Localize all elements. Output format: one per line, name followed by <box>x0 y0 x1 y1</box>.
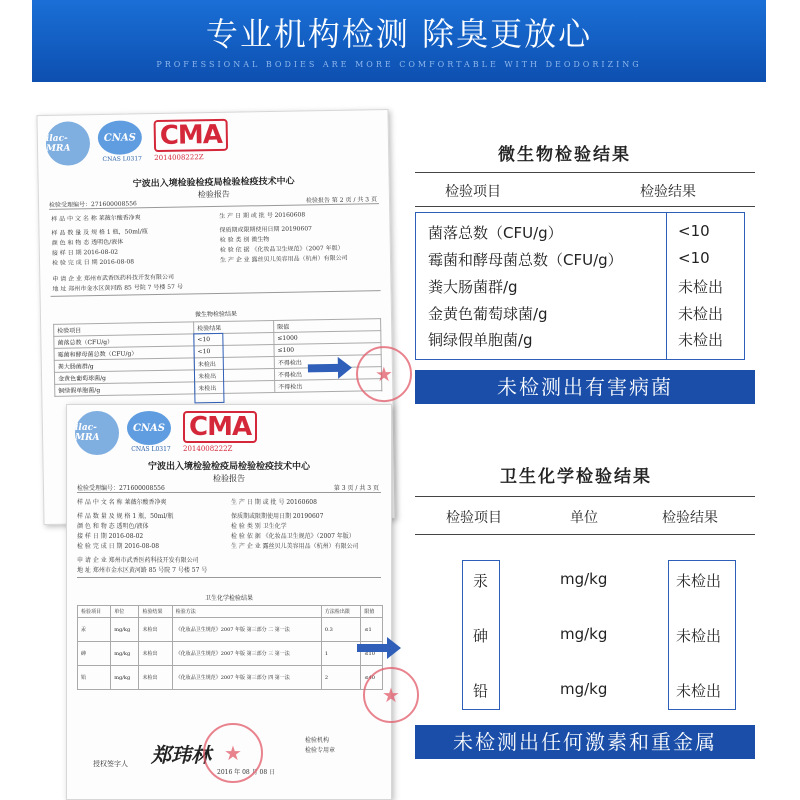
chem-unit: mg/kg <box>560 570 608 588</box>
field-state: 颜 色 和 物 态 透明色/液体 <box>77 523 149 530</box>
field-state: 颜 色 和 物 态 透明色/液体 <box>51 238 124 247</box>
micro-result: <10 <box>678 249 710 267</box>
field-receive-date: 接 样 日 期 2016-08-02 <box>51 248 119 257</box>
signer-label: 授权签字人 <box>93 760 128 768</box>
chem-unit: mg/kg <box>560 680 608 698</box>
header-banner <box>32 0 766 82</box>
micro-item: 菌落总数（CFU/g） <box>428 224 563 242</box>
red-stamp: ★ <box>356 346 413 403</box>
arrow-right-icon <box>357 637 401 659</box>
report-page: 第 3 页 / 共 3 页 <box>333 485 379 492</box>
table-header-cell: 检验项目 <box>54 322 194 336</box>
cma-number: 2014008222Z <box>154 153 204 163</box>
field-done-date: 检 验 完 成 日 期 2016-08-08 <box>77 543 160 550</box>
field-done-date: 检 验 完 成 日 期 2016-08-08 <box>51 258 135 267</box>
table-header-cell: 限值 <box>274 319 381 333</box>
table-cell: 2 <box>321 666 360 690</box>
table-cell: 未检出 <box>139 642 172 666</box>
divider <box>77 577 381 578</box>
table-cell: 霉菌和酵母菌总数（CFU/g） <box>54 346 194 360</box>
cnas-globe: CNAS <box>98 120 143 155</box>
table-cell: ≤1000 <box>274 331 381 345</box>
field-shelf-life: 保质期或限期使用日期 20190607 <box>231 513 324 520</box>
report-center-name: 宁波出入境检验检疫局检验检疫技术中心 <box>132 176 295 190</box>
table-cell: 未检出 <box>195 380 275 393</box>
table-cell: 《化妆品卫生规范》2007 年版 第三部分 二 第一法 <box>172 618 321 642</box>
table-title: 卫生化学检验结果 <box>204 595 253 602</box>
table-header-cell: 检验结果 <box>194 320 274 333</box>
table-cell: mg/kg <box>111 642 139 666</box>
field-category: 检 验 类 别 卫生化学 <box>231 523 287 530</box>
cnas-code: CNAS L0317 <box>102 155 143 163</box>
table-row <box>78 666 383 690</box>
table-cell: 菌落总数（CFU/g） <box>54 334 194 348</box>
report-date: 2016 年 08 月 08 日 <box>217 769 276 776</box>
field-producer: 生 产 企 业 露丝贝儿美容用品（杭州）有限公司 <box>231 543 359 550</box>
cma-mark: CMA <box>183 411 257 443</box>
field-address: 地 址 郑州市金水区黄河路 85 号院 7 号楼 57 号 <box>52 283 183 293</box>
field-address: 地 址 郑州市金水区黄河路 85 号院 7 号楼 57 号 <box>77 567 208 574</box>
report-page: 检验报告 第 2 页 / 共 3 页 <box>305 196 378 205</box>
table-cell: 未检出 <box>139 666 172 690</box>
ilac-mra-logo: ilac-MRA <box>75 411 119 455</box>
chem-item: 铅 <box>473 682 489 700</box>
table-cell: 0.3 <box>321 618 360 642</box>
micro-item: 铜绿假单胞菌/g <box>428 331 533 349</box>
field-batch: 生 产 日 期 或 批 号 20160608 <box>231 499 317 506</box>
chem-result-table <box>77 605 383 690</box>
field-shelf-life: 保质期或限期使用日期 20190607 <box>219 225 312 234</box>
cnas-globe: CNAS <box>127 411 171 445</box>
table-cell: 粪大肠菌群/g <box>54 358 194 372</box>
field-receive-date: 接 样 日 期 2016-08-02 <box>77 533 144 540</box>
banner-subtitle: PROFESSIONAL BODIES ARE MORE COMFORTABLE WITH DEODORIZING <box>156 60 642 69</box>
micro-panel-title: 微生物检验结果 <box>498 145 631 165</box>
table-cell: mg/kg <box>111 618 139 642</box>
table-cell: 未检出 <box>194 368 274 381</box>
field-category: 检 验 类 别 微生物 <box>219 236 270 244</box>
table-cell: 不得检出 <box>274 367 381 381</box>
table-cell: 未检出 <box>139 618 172 642</box>
field-quantity: 样 品 数 量 及 规 格 1 瓶，50ml/瓶 <box>51 228 148 237</box>
table-header-cell: 检验项目 <box>78 606 111 618</box>
report-document-chemistry <box>66 404 400 800</box>
table-cell: <10 <box>194 344 274 357</box>
table-cell: 铅 <box>78 666 111 690</box>
micro-result: <10 <box>678 222 710 240</box>
table-cell: ≤1 <box>361 618 383 642</box>
table-header-cell: 检验结果 <box>139 606 172 618</box>
certification-logos <box>46 119 225 168</box>
table-cell: ≤100 <box>274 343 381 357</box>
certification-logos <box>75 411 253 457</box>
table-cell: 未检出 <box>194 356 274 369</box>
banner-title: 专业机构检测 除臭更放心 <box>205 15 593 53</box>
cma-logo <box>183 411 253 455</box>
chem-result: 未检出 <box>676 682 722 700</box>
table-header-cell: 检验方法 <box>172 606 321 618</box>
table-header-cell: 限值 <box>361 606 383 618</box>
micro-item: 霉菌和酵母菌总数（CFU/g） <box>428 251 623 269</box>
table-row <box>78 642 383 666</box>
stamp-label: 检验机构 <box>305 737 330 744</box>
field-quantity: 样 品 数 量 及 规 格 1 瓶，50ml/瓶 <box>77 513 174 520</box>
micro-item: 金黄色葡萄球菌/g <box>428 305 548 323</box>
chem-result: 未检出 <box>676 572 722 590</box>
micro-conclusion-banner: 未检测出有害病菌 <box>415 370 755 404</box>
table-cell: <10 <box>194 332 274 345</box>
field-sample-name: 样 品 中 文 名 称 莱薇尔酸香净爽 <box>51 214 141 223</box>
report-number: 检验受理编号：271600008556 <box>77 485 165 492</box>
table-title: 微生物检验结果 <box>194 310 238 319</box>
header-top-line <box>415 172 755 173</box>
table-cell: 《化妆品卫生规范》2007 年版 第三部分 三 第一法 <box>172 642 321 666</box>
stamp-sub: 检验专用章 <box>305 747 336 754</box>
table-row <box>78 618 383 642</box>
table-header-row <box>78 606 383 618</box>
micro-col-result: 检验结果 <box>640 184 696 200</box>
table-cell: mg/kg <box>111 666 139 690</box>
cnas-logo <box>98 120 147 167</box>
micro-result: 未检出 <box>678 278 724 296</box>
table-cell: 铜绿假单胞菌/g <box>55 382 195 396</box>
report-title: 检验报告 <box>213 474 245 483</box>
field-applicant: 申 请 企 业 郑州市武香医药科技开发有限公司 <box>52 273 175 283</box>
chem-item: 砷 <box>473 627 489 645</box>
header-top-line <box>415 496 755 497</box>
table-cell: 不得检出 <box>275 379 382 393</box>
chem-conclusion-banner: 未检测出任何激素和重金属 <box>415 725 755 759</box>
field-sample-name: 样 品 中 文 名 称 莱薇尔酸香净爽 <box>77 499 167 506</box>
chem-unit: mg/kg <box>560 625 608 643</box>
chem-item: 汞 <box>473 572 489 590</box>
chem-col-unit: 单位 <box>570 510 598 526</box>
header-bottom-line <box>415 206 755 207</box>
ilac-mra-logo: ilac-MRA <box>46 121 91 166</box>
arrow-right-icon <box>308 357 352 380</box>
report-title: 检验报告 <box>197 189 230 200</box>
divider <box>77 492 381 493</box>
table-header-cell: 方法检出限 <box>321 606 360 618</box>
micro-result: 未检出 <box>678 331 724 349</box>
micro-col-item: 检验项目 <box>445 184 501 200</box>
chem-panel-title: 卫生化学检验结果 <box>500 467 652 487</box>
field-basis: 检 验 依 据 《化妆品卫生规范》（2007 年版） <box>219 244 344 254</box>
table-cell: 砷 <box>78 642 111 666</box>
red-seal: ★ <box>203 723 263 783</box>
table-cell: 1 <box>321 642 360 666</box>
cma-logo <box>154 119 225 164</box>
cnas-code: CNAS L0317 <box>131 446 171 453</box>
highlight-box <box>193 333 224 404</box>
cma-number: 2014008222Z <box>183 445 233 453</box>
table-cell: 不得检出 <box>274 355 381 369</box>
cma-mark: CMA <box>154 119 229 152</box>
field-basis: 检 验 依 据 《化妆品卫生规范》（2007 年版） <box>231 533 355 540</box>
red-stamp: ★ <box>363 667 419 723</box>
micro-result: 未检出 <box>678 305 724 323</box>
table-cell: 汞 <box>78 618 111 642</box>
field-producer: 生 产 企 业 露丝贝儿美容用品（杭州）有限公司 <box>219 254 348 264</box>
cnas-logo <box>127 411 175 457</box>
table-cell: ≤40 <box>361 666 383 690</box>
chem-result: 未检出 <box>676 627 722 645</box>
table-header-cell: 单位 <box>111 606 139 618</box>
table-cell: 金黄色葡萄球菌/g <box>54 370 194 384</box>
chem-col-item: 检验项目 <box>446 510 502 526</box>
chem-col-result: 检验结果 <box>662 510 718 526</box>
table-cell: 《化妆品卫生规范》2007 年版 第三部分 四 第一法 <box>172 666 321 690</box>
field-applicant: 申 请 企 业 郑州市武香医药科技开发有限公司 <box>77 557 199 564</box>
micro-item: 粪大肠菌群/g <box>428 278 518 296</box>
report-number: 检验受理编号：271600008556 <box>48 200 137 209</box>
table-cell: ≤10 <box>361 642 383 666</box>
header-bottom-line <box>415 534 755 535</box>
signature: 郑玮林 <box>151 743 211 767</box>
report-center-name: 宁波出入境检验检疫局检验检疫技术中心 <box>147 462 310 472</box>
field-batch: 生 产 日 期 或 批 号 20160608 <box>219 211 306 220</box>
